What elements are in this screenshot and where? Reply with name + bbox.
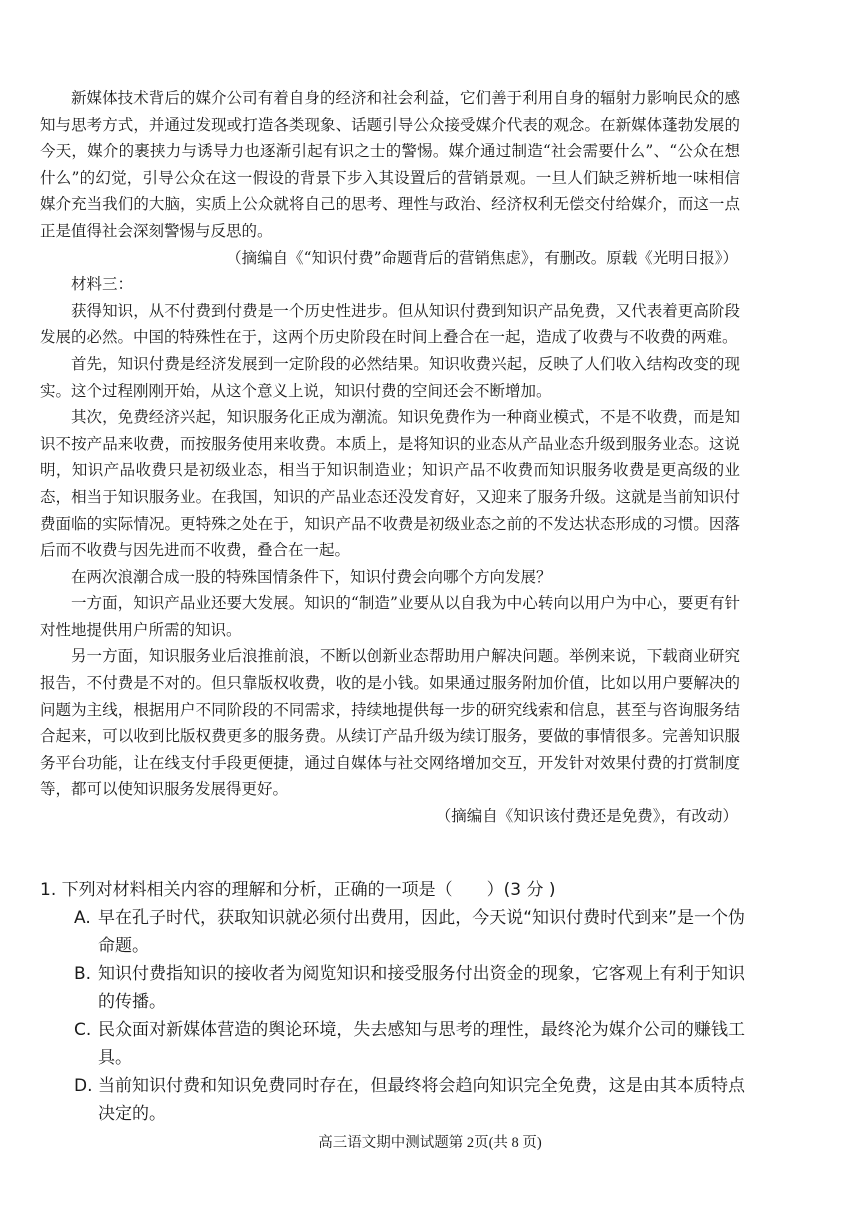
option-d[interactable] <box>40 1072 745 1128</box>
paragraph-second: 其次，免费经济兴起，知识服务化正成为潮流。知识免费作为一种商业模式，不是不收费，而是知识不按产品来收费，而按服务使用来收费。本质上，是将知识的业态从产品业态升级到服务业态。这说明，知识产品收费只是初级业态，相当于知识制造业；知识产品不收费而知识服务收费是更高级的业态，相当于知识服务业。在我国，知识的产品业态还没发育好，又迎来了服务升级。这就是当前知识付费面临的实际情况。更特殊之处在于，知识产品不收费是初级业态之前的不发达状态形成的习惯。因落后而不收费与因先进而不收费，叠合在一起。 <box>40 408 740 560</box>
option-b[interactable] <box>40 960 745 1016</box>
option-b-letter: B. <box>74 964 92 984</box>
option-b-text: 知识付费指知识的接收者为阅览知识和接受服务付出资金的现象，它客观上有利于知识的传播。 <box>98 964 745 1012</box>
option-c-letter: C. <box>74 1020 92 1040</box>
page-footer: 高三语文期中测试题第 2页(共 8 页) <box>318 1135 542 1151</box>
option-c[interactable] <box>40 1016 745 1072</box>
question-stem: 1. 下列对材料相关内容的理解和分析，正确的一项是（ ）(3 分 ) <box>40 880 556 900</box>
question-1 <box>40 876 745 1128</box>
source-citation-1: （摘编自《“知识付费”命题背后的营销焦虑》，有删改。原载《光明日报》） <box>226 248 738 267</box>
paragraph-media-companies: 新媒体技术背后的媒介公司有着自身的经济和社会利益，它们善于利用自身的辐射力影响民众的感知与思考方式，并通过发现或打造各类现象、话题引导公众接受媒介代表的观念。在新媒体蓬勃发展的今天，媒介的裹挟力与诱导力也逐渐引起有识之士的警惕。媒介通过制造“社会需要什么”、“公众在想什么”的幻觉，引导公众在这一假设的背景下步入其设置后的营销景观。一旦人们缺乏辨析地一味相信媒介充当我们的大脑，实质上公众就将自己的思考、理性与政治、经济权利无偿交付给媒介，而这一点正是值得社会深刻警惕与反思的。 <box>40 89 740 240</box>
paragraph-other-hand: 另一方面，知识服务业后浪推前浪，不断以创新业态帮助用户解决问题。举例来说，下载商业研究报告，不付费是不对的。但只靠版权收费，收的是小钱。如果通过服务附加价值，比如以用户要解决的问题为主线，根据用户不同阶段的不同需求，持续地提供每一步的研究线索和信息，甚至与咨询服务结合起来，可以收到比版权费更多的服务费。从续订产品升级为续订服务，要做的事情很多。完善知识服务平台功能，让在线支付手段更便捷，通过自媒体与社交网络增加交互，开发针对效果付费的打赏制度等，都可以使知识服务发展得更好。 <box>40 647 740 799</box>
option-d-text: 当前知识付费和知识免费同时存在，但最终将会趋向知识完全免费，这是由其本质特点决定的。 <box>98 1076 745 1124</box>
option-c-text: 民众面对新媒体营造的舆论环境，失去感知与思考的理性，最终沦为媒介公司的赚钱工具。 <box>98 1020 745 1068</box>
paragraph-first: 首先，知识付费是经济发展到一定阶段的必然结果。知识收费兴起，反映了人们收入结构改变的现实。这个过程刚刚开始，从这个意义上说，知识付费的空间还会不断增加。 <box>40 354 740 400</box>
paragraph-history: 获得知识，从不付费到付费是一个历史性进步。但从知识付费到知识产品免费，又代表着更高阶段发展的必然。中国的特殊性在于，这两个历史阶段在时间上叠合在一起，造成了收费与不收费的两难。 <box>40 301 740 347</box>
material-three-heading: 材料三： <box>71 275 134 294</box>
option-d-letter: D. <box>74 1076 93 1096</box>
paragraph-question: 在两次浪潮合成一股的特殊国情条件下，知识付费会向哪个方向发展？ <box>71 567 552 586</box>
option-a[interactable] <box>40 904 745 960</box>
option-a-letter: A. <box>74 908 91 928</box>
option-a-text: 早在孔子时代，获取知识就必须付出费用，因此，今天说“知识付费时代到来”是一个伪命题。 <box>98 908 745 956</box>
paragraph-one-hand: 一方面，知识产品业还要大发展。知识的“制造”业要从以自我为中心转向以用户为中心，要更有针对性地提供用户所需的知识。 <box>40 594 740 639</box>
reading-passage <box>40 85 740 830</box>
source-citation-2: （摘编自《知识该付费还是免费》，有改动） <box>435 807 738 826</box>
